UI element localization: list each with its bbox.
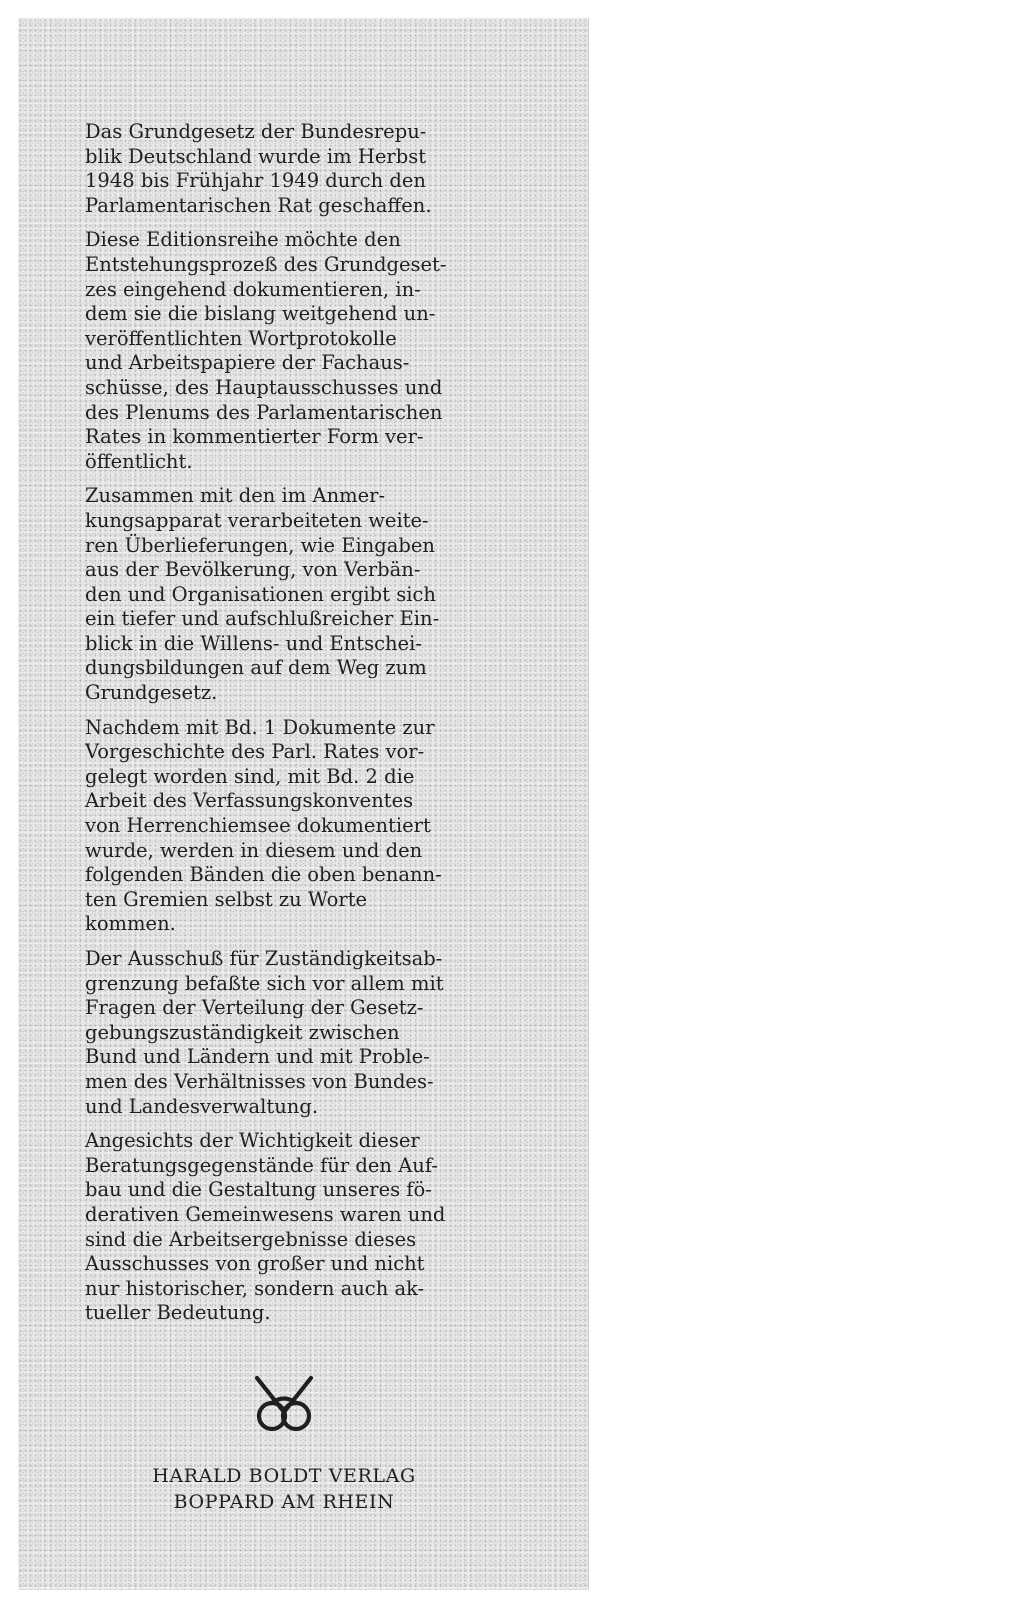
paragraph-significance: Angesichts der Wichtigkeit dieser Beratungsgegenstände für den Auf- bau und die Gestaltung unseres fö- derativen Gemeinwesens waren und sind die Arbeitsergebnisse dieses Ausschusses von großer und nicht nur historischer, sondern auch ak- tueller Bedeutung.: [85, 1129, 446, 1325]
paragraph-committee: Der Ausschuß für Zuständigkeitsab- grenzung befaßte sich vor allem mit Fragen der Verteilung der Gesetz- gebungszuständigkeit zwischen Bund und Ländern und mit Proble- men des Verhältnisses von Bundes- und Landesverwaltung.: [85, 947, 444, 1118]
publisher-location: BOPPARD AM RHEIN: [173, 1491, 395, 1513]
book-flap-text-panel: [18, 18, 589, 1590]
paragraph-edition-series: Diese Editionsreihe möchte den Entstehungsprozeß des Grundgeset- zes eingehend dokumentieren, in- dem sie die bislang weitgehend un- veröffentlichten Wortprotokolle und Arbeitspapiere der Fachaus- schüsse, des Hauptausschusses und des Plenums des Parlamentarischen Rates in kommentierter Form ver- öffentlicht.: [85, 228, 447, 473]
harald-boldt-verlag-logo-icon: [252, 1372, 316, 1436]
publisher-name: HARALD BOLDT VERLAG: [152, 1465, 416, 1487]
paragraph-annotations: Zusammen mit den im Anmer- kungsapparat verarbeiteten weite- ren Überlieferungen, wie Eingaben aus der Bevölkerung, von Verbän- den und Organisationen ergibt sich ein tiefer und aufschlußreicher Ein- blick in die Willens- und Entschei- dungsbildungen auf dem Weg zum Grundgesetz.: [85, 484, 440, 705]
blurb-text: [85, 120, 477, 1336]
paragraph-volumes: Nachdem mit Bd. 1 Dokumente zur Vorgeschichte des Parl. Rates vor- gelegt worden sind, mit Bd. 2 die Arbeit des Verfassungskonventes von Herrenchiemsee dokumentiert wurde, werden in diesem und den folgenden Bänden die oben benann- ten Gremien selbst zu Worte kommen.: [85, 715, 442, 936]
paragraph-intro: Das Grundgesetz der Bundesrepu- blik Deutschland wurde im Herbst 1948 bis Frühjahr 1949 durch den Parlamentarischen Rat geschaffen.: [85, 120, 432, 217]
